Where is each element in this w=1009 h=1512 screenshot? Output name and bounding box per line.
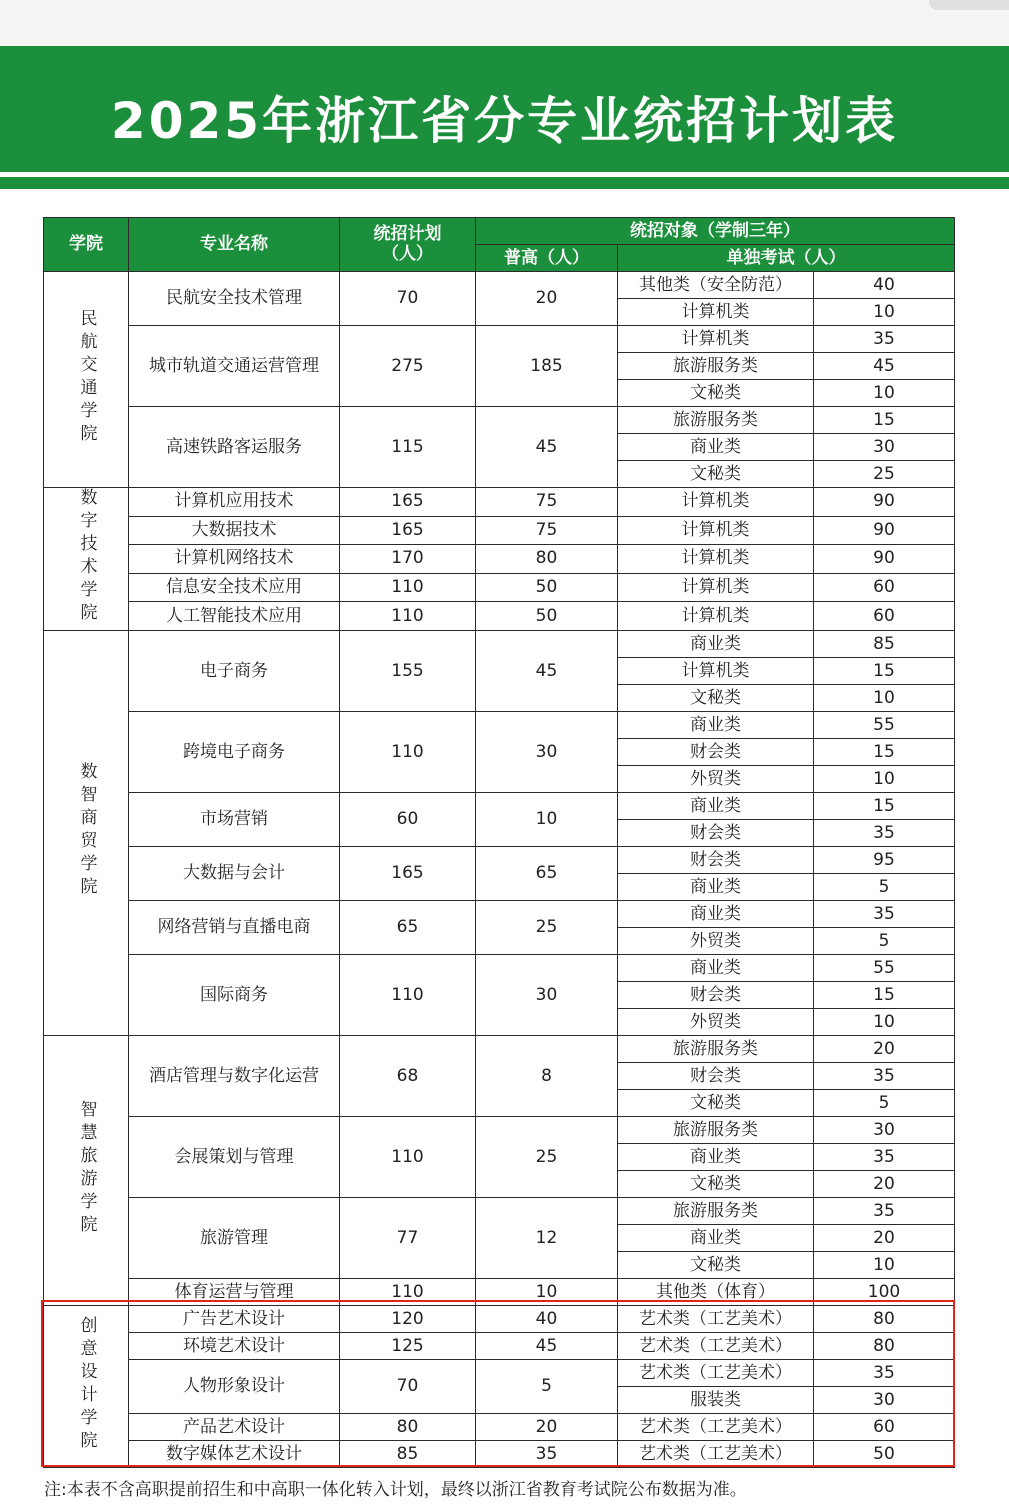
major-name: 广告艺术设计: [129, 1306, 340, 1333]
exam-count: 100: [814, 1279, 955, 1306]
exam-category: 商业类: [618, 901, 814, 928]
general-count: 20: [476, 272, 618, 326]
college-name: 创意设计学院: [76, 1315, 97, 1454]
exam-count: 55: [814, 712, 955, 739]
exam-count: 55: [814, 955, 955, 982]
header-general: 普高（人）: [476, 245, 618, 272]
general-count: 185: [476, 326, 618, 407]
major-name: 旅游管理: [129, 1198, 340, 1279]
exam-category: 财会类: [618, 739, 814, 766]
plan-count: 120: [340, 1306, 476, 1333]
exam-count: 90: [814, 516, 955, 545]
general-count: 10: [476, 1279, 618, 1306]
exam-count: 5: [814, 874, 955, 901]
exam-count: 30: [814, 434, 955, 461]
exam-category: 文秘类: [618, 1090, 814, 1117]
exam-category: 外贸类: [618, 928, 814, 955]
plan-count: 60: [340, 793, 476, 847]
plan-count: 165: [340, 847, 476, 901]
exam-category: 文秘类: [618, 461, 814, 488]
major-name: 网络营销与直播电商: [129, 901, 340, 955]
general-count: 10: [476, 793, 618, 847]
exam-category: 商业类: [618, 1225, 814, 1252]
exam-category: 计算机类: [618, 658, 814, 685]
exam-count: 15: [814, 739, 955, 766]
table-row: [44, 955, 955, 982]
exam-category: 商业类: [618, 793, 814, 820]
exam-count: 60: [814, 602, 955, 631]
general-count: 25: [476, 1117, 618, 1198]
exam-category: 旅游服务类: [618, 1198, 814, 1225]
title-banner: [0, 46, 1009, 172]
general-count: 50: [476, 573, 618, 602]
table-row: [44, 712, 955, 739]
college-cell: [44, 1036, 129, 1306]
exam-category: 财会类: [618, 1063, 814, 1090]
exam-count: 10: [814, 380, 955, 407]
general-count: 30: [476, 955, 618, 1036]
exam-count: 35: [814, 1198, 955, 1225]
exam-count: 30: [814, 1387, 955, 1414]
table-row: [44, 488, 955, 517]
exam-count: 85: [814, 631, 955, 658]
table-row: [44, 631, 955, 658]
college-name: 数字技术学院: [76, 488, 97, 626]
exam-count: 25: [814, 461, 955, 488]
general-count: 45: [476, 1333, 618, 1360]
table-row: [44, 1414, 955, 1441]
general-count: 50: [476, 602, 618, 631]
exam-count: 15: [814, 982, 955, 1009]
exam-category: 计算机类: [618, 299, 814, 326]
table-row: [44, 272, 955, 299]
plan-count: 110: [340, 712, 476, 793]
table-row: [44, 1441, 955, 1468]
exam-category: 艺术类（工艺美术）: [618, 1333, 814, 1360]
plan-count: 110: [340, 573, 476, 602]
major-name: 市场营销: [129, 793, 340, 847]
exam-category: 计算机类: [618, 516, 814, 545]
header-target: 统招对象（学制三年）: [476, 218, 955, 245]
plan-count: 70: [340, 272, 476, 326]
plan-count: 165: [340, 516, 476, 545]
major-name: 大数据与会计: [129, 847, 340, 901]
exam-count: 15: [814, 658, 955, 685]
table-row: [44, 1333, 955, 1360]
major-name: 城市轨道交通运营管理: [129, 326, 340, 407]
major-name: 计算机应用技术: [129, 488, 340, 517]
table-row: [44, 1306, 955, 1333]
exam-count: 10: [814, 766, 955, 793]
exam-count: 30: [814, 1117, 955, 1144]
table-row: [44, 901, 955, 928]
table-row: [44, 407, 955, 434]
top-strip: [0, 0, 1009, 46]
exam-category: 财会类: [618, 847, 814, 874]
major-name: 环境艺术设计: [129, 1333, 340, 1360]
general-count: 80: [476, 545, 618, 574]
exam-count: 15: [814, 793, 955, 820]
exam-count: 5: [814, 928, 955, 955]
plan-count: 110: [340, 1117, 476, 1198]
header-single-exam: 单独考试（人）: [618, 245, 955, 272]
exam-count: 35: [814, 1063, 955, 1090]
major-name: 国际商务: [129, 955, 340, 1036]
exam-count: 10: [814, 299, 955, 326]
college-name: 民航交通学院: [76, 308, 97, 447]
exam-count: 90: [814, 545, 955, 574]
exam-category: 服装类: [618, 1387, 814, 1414]
enrollment-plan-table: [43, 217, 955, 1468]
exam-category: 其他类（安全防范）: [618, 272, 814, 299]
exam-count: 40: [814, 272, 955, 299]
plan-count: 125: [340, 1333, 476, 1360]
plan-count: 170: [340, 545, 476, 574]
table-row: [44, 602, 955, 631]
major-name: 计算机网络技术: [129, 545, 340, 574]
plan-count: 110: [340, 602, 476, 631]
general-count: 8: [476, 1036, 618, 1117]
plan-count: 80: [340, 1414, 476, 1441]
exam-count: 90: [814, 488, 955, 517]
plan-count: 110: [340, 1279, 476, 1306]
general-count: 45: [476, 631, 618, 712]
plan-count: 115: [340, 407, 476, 488]
general-count: 75: [476, 488, 618, 517]
exam-count: 60: [814, 1414, 955, 1441]
exam-count: 35: [814, 820, 955, 847]
exam-count: 35: [814, 1360, 955, 1387]
plan-count: 68: [340, 1036, 476, 1117]
exam-category: 计算机类: [618, 602, 814, 631]
exam-category: 艺术类（工艺美术）: [618, 1441, 814, 1468]
exam-count: 20: [814, 1225, 955, 1252]
table-row: [44, 1198, 955, 1225]
college-cell: [44, 1306, 129, 1468]
exam-count: 35: [814, 901, 955, 928]
major-name: 跨境电子商务: [129, 712, 340, 793]
major-name: 电子商务: [129, 631, 340, 712]
exam-count: 35: [814, 1144, 955, 1171]
exam-category: 文秘类: [618, 1171, 814, 1198]
exam-count: 20: [814, 1171, 955, 1198]
header-plan: [340, 218, 476, 272]
major-name: 酒店管理与数字化运营: [129, 1036, 340, 1117]
table-row: [44, 793, 955, 820]
major-name: 信息安全技术应用: [129, 573, 340, 602]
plan-count: 85: [340, 1441, 476, 1468]
college-cell: [44, 272, 129, 488]
major-name: 人物形象设计: [129, 1360, 340, 1414]
exam-category: 商业类: [618, 712, 814, 739]
header-college: 学院: [44, 218, 129, 272]
exam-count: 45: [814, 353, 955, 380]
general-count: 20: [476, 1414, 618, 1441]
exam-count: 10: [814, 1009, 955, 1036]
major-name: 产品艺术设计: [129, 1414, 340, 1441]
exam-count: 10: [814, 1252, 955, 1279]
page-title: 2025年浙江省分专业统招计划表: [110, 92, 899, 150]
exam-category: 旅游服务类: [618, 353, 814, 380]
exam-category: 艺术类（工艺美术）: [618, 1414, 814, 1441]
general-count: 12: [476, 1198, 618, 1279]
general-count: 30: [476, 712, 618, 793]
college-cell: [44, 631, 129, 1036]
college-name: 智慧旅游学院: [76, 1099, 97, 1238]
exam-count: 60: [814, 573, 955, 602]
general-count: 65: [476, 847, 618, 901]
major-name: 人工智能技术应用: [129, 602, 340, 631]
major-name: 高速铁路客运服务: [129, 407, 340, 488]
exam-category: 外贸类: [618, 766, 814, 793]
banner-stripe: [0, 177, 1009, 189]
general-count: 25: [476, 901, 618, 955]
exam-category: 文秘类: [618, 380, 814, 407]
exam-category: 财会类: [618, 820, 814, 847]
table-row: [44, 1117, 955, 1144]
exam-category: 计算机类: [618, 488, 814, 517]
exam-category: 商业类: [618, 1144, 814, 1171]
exam-category: 外贸类: [618, 1009, 814, 1036]
table-row: [44, 326, 955, 353]
exam-count: 15: [814, 407, 955, 434]
exam-category: 商业类: [618, 434, 814, 461]
exam-category: 计算机类: [618, 326, 814, 353]
exam-category: 商业类: [618, 631, 814, 658]
top-shadow: [929, 0, 1009, 10]
table-row: [44, 573, 955, 602]
exam-category: 旅游服务类: [618, 1117, 814, 1144]
exam-category: 计算机类: [618, 545, 814, 574]
table-row: [44, 516, 955, 545]
plan-count: 70: [340, 1360, 476, 1414]
exam-category: 艺术类（工艺美术）: [618, 1306, 814, 1333]
major-name: 会展策划与管理: [129, 1117, 340, 1198]
exam-count: 5: [814, 1090, 955, 1117]
plan-count: 275: [340, 326, 476, 407]
table-row: [44, 1360, 955, 1387]
major-name: 大数据技术: [129, 516, 340, 545]
major-name: 数字媒体艺术设计: [129, 1441, 340, 1468]
table-row: [44, 847, 955, 874]
header-major: 专业名称: [129, 218, 340, 272]
exam-count: 35: [814, 326, 955, 353]
exam-category: 艺术类（工艺美术）: [618, 1360, 814, 1387]
exam-count: 95: [814, 847, 955, 874]
plan-count: 155: [340, 631, 476, 712]
exam-count: 80: [814, 1306, 955, 1333]
college-cell: [44, 488, 129, 631]
exam-count: 10: [814, 685, 955, 712]
exam-count: 20: [814, 1036, 955, 1063]
exam-category: 商业类: [618, 955, 814, 982]
exam-count: 80: [814, 1333, 955, 1360]
major-name: 民航安全技术管理: [129, 272, 340, 326]
plan-count: 110: [340, 955, 476, 1036]
footnote: 注:本表不含高职提前招生和中高职一体化转入计划，最终以浙江省教育考试院公布数据为准。: [44, 1480, 747, 1500]
college-name: 数智商贸学院: [76, 762, 97, 900]
plan-count: 65: [340, 901, 476, 955]
exam-category: 其他类（体育）: [618, 1279, 814, 1306]
general-count: 5: [476, 1360, 618, 1414]
exam-category: 文秘类: [618, 685, 814, 712]
exam-category: 旅游服务类: [618, 1036, 814, 1063]
general-count: 35: [476, 1441, 618, 1468]
table-row: [44, 1279, 955, 1306]
exam-category: 商业类: [618, 874, 814, 901]
major-name: 体育运营与管理: [129, 1279, 340, 1306]
header-plan-text: 统招计划（人）: [373, 223, 442, 264]
exam-count: 50: [814, 1441, 955, 1468]
exam-category: 计算机类: [618, 573, 814, 602]
table-row: [44, 1036, 955, 1063]
plan-count: 77: [340, 1198, 476, 1279]
exam-category: 文秘类: [618, 1252, 814, 1279]
table-row: [44, 545, 955, 574]
plan-count: 165: [340, 488, 476, 517]
general-count: 40: [476, 1306, 618, 1333]
exam-category: 财会类: [618, 982, 814, 1009]
general-count: 45: [476, 407, 618, 488]
general-count: 75: [476, 516, 618, 545]
exam-category: 旅游服务类: [618, 407, 814, 434]
